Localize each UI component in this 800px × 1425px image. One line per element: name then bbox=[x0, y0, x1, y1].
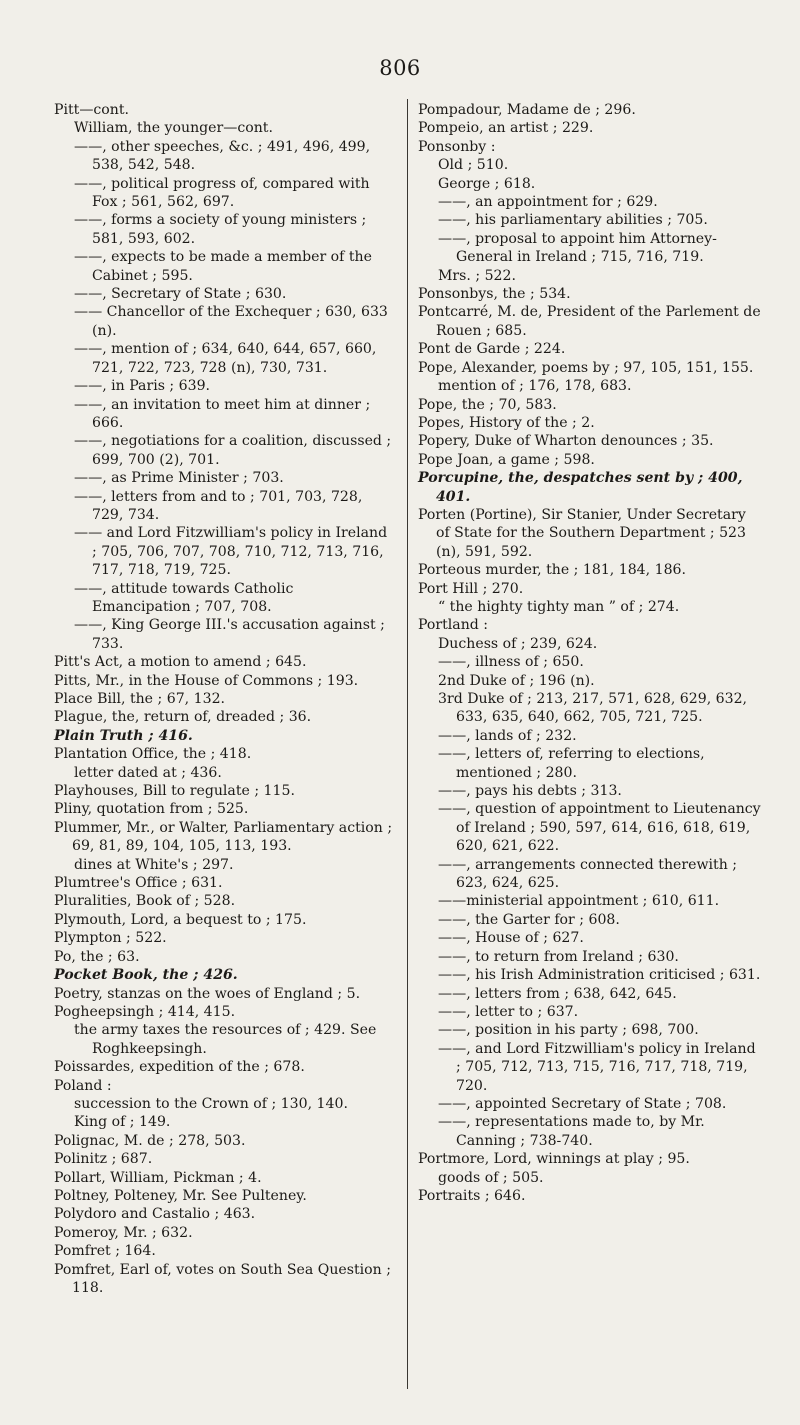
index-entry: dines at White's ; 297. bbox=[74, 856, 234, 873]
index-entry: Pitts, Mr., in the House of Commons ; 193. bbox=[54, 672, 359, 689]
index-entry: Pocket Book, the ; 426. bbox=[54, 967, 238, 984]
index-entry: Old ; 510. bbox=[438, 157, 509, 174]
index-entry: Plain Truth ; 416. bbox=[54, 727, 193, 744]
index-entry: succession to the Crown of ; 130, 140. bbox=[74, 1095, 348, 1112]
index-entry: Portmore, Lord, winnings at play ; 95. bbox=[418, 1151, 690, 1168]
index-entry: ——, attitude towards Catholic Emancipation ; 707, 708. bbox=[74, 580, 294, 615]
index-entry: Popes, History of the ; 2. bbox=[418, 414, 595, 431]
index-entry: Plague, the, return of, dreaded ; 36. bbox=[54, 709, 312, 726]
index-entry: 2nd Duke of ; 196 (n). bbox=[438, 672, 595, 689]
index-entry: ——, King George III.'s accusation against ; 733. bbox=[74, 617, 385, 652]
index-entry: Pomfret ; 164. bbox=[54, 1243, 156, 1260]
index-entry: Pogheepsingh ; 414, 415. bbox=[54, 1003, 236, 1020]
index-entry: ——, an invitation to meet him at dinner ; 666. bbox=[74, 396, 371, 431]
index-entry: ——, pays his debts ; 313. bbox=[438, 783, 622, 800]
index-entry: Plantation Office, the ; 418. bbox=[54, 746, 252, 763]
index-entry: ——, to return from Ireland ; 630. bbox=[438, 948, 679, 965]
index-entry: ——, negotiations for a coalition, discussed ; 699, 700 (2), 701. bbox=[74, 433, 392, 468]
page-number: 806 bbox=[379, 56, 421, 80]
index-entry: ——, letter to ; 637. bbox=[438, 1003, 579, 1020]
index-entry: Pomeroy, Mr. ; 632. bbox=[54, 1224, 193, 1241]
index-entry: Plympton ; 522. bbox=[54, 930, 167, 947]
index-entry: ——, position in his party ; 698, 700. bbox=[438, 1022, 699, 1039]
index-entry: Place Bill, the ; 67, 132. bbox=[54, 691, 226, 707]
index-entry: the army taxes the resources of ; 429. See Roghkeepsingh. bbox=[74, 1022, 377, 1057]
index-entry: Poetry, stanzas on the woes of England ; 5. bbox=[54, 985, 361, 1002]
index-entry: William, the younger—cont. bbox=[74, 120, 273, 137]
index-entry: goods of ; 505. bbox=[438, 1169, 544, 1186]
index-entry: Polinitz ; 687. bbox=[54, 1151, 153, 1168]
index-entry: ——, expects to be made a member of the Cabinet ; 595. bbox=[74, 249, 372, 284]
index-entry: George ; 618. bbox=[438, 175, 536, 192]
index-entry: ——, and Lord Fitzwilliam's policy in Ireland ; 705, 712, 713, 715, 716, 717, 718, 719, 720. bbox=[438, 1040, 756, 1094]
index-entry: ——, lands of ; 232. bbox=[438, 727, 577, 744]
index-entry: ——, appointed Secretary of State ; 708. bbox=[438, 1095, 727, 1112]
index-entry: King of ; 149. bbox=[74, 1114, 171, 1131]
index-entry: Pontcarré, M. de, President of the Parlement de Rouen ; 685. bbox=[418, 304, 761, 339]
index-entry: ——ministerial appointment ; 610, 611. bbox=[438, 893, 720, 910]
index-column-left bbox=[54, 101, 394, 1297]
index-entry: Pollart, William, Pickman ; 4. bbox=[54, 1169, 262, 1186]
index-entry: —— and Lord Fitzwilliam's policy in Ireland ; 705, 706, 707, 708, 710, 712, 713, 716, 717, 718, 719, 725. bbox=[74, 525, 388, 579]
index-entry: Pope, Alexander, poems by ; 97, 105, 151, 155. bbox=[418, 359, 754, 376]
index-entry: Pope Joan, a game ; 598. bbox=[418, 451, 595, 468]
index-entry: Ponsonby : bbox=[418, 138, 496, 155]
index-entry: ——, proposal to appoint him Attorney-General in Ireland ; 715, 716, 719. bbox=[438, 230, 717, 266]
index-entry: mention of ; 176, 178, 683. bbox=[438, 378, 632, 395]
index-entry: Pomfret, Earl of, votes on South Sea Question ; 118. bbox=[54, 1261, 391, 1296]
index-entry: Popery, Duke of Wharton denounces ; 35. bbox=[418, 433, 714, 450]
index-entry: Pluralities, Book of ; 528. bbox=[54, 893, 236, 910]
index-entry: Poissardes, expedition of the ; 678. bbox=[54, 1059, 305, 1076]
index-entry: Plummer, Mr., or Walter, Parliamentary action ; 69, 81, 89, 104, 105, 113, 193. bbox=[54, 819, 393, 855]
index-entry: Pope, the ; 70, 583. bbox=[418, 396, 557, 413]
index-entry: 3rd Duke of ; 213, 217, 571, 628, 629, 632, 633, 635, 640, 662, 705, 721, 725. bbox=[438, 691, 748, 726]
index-entry: Poltney, Polteney, Mr. See Pulteney. bbox=[54, 1187, 307, 1204]
index-entry: ——, an appointment for ; 629. bbox=[438, 194, 658, 211]
index-entry: Polydoro and Castalio ; 463. bbox=[54, 1206, 256, 1223]
index-entry: Plumtree's Office ; 631. bbox=[54, 875, 223, 892]
index-entry: Duchess of ; 239, 624. bbox=[438, 635, 598, 652]
index-entry: ——, arrangements connected therewith ; 623, 624, 625. bbox=[438, 856, 737, 892]
index-entry: Plymouth, Lord, a bequest to ; 175. bbox=[54, 911, 307, 928]
index-entry: ——, illness of ; 650. bbox=[438, 654, 584, 671]
index-entry: ——, letters from and to ; 701, 703, 728, 729, 734. bbox=[74, 488, 363, 523]
index-entry: Porcupine, the, despatches sent by ; 400, 401. bbox=[418, 470, 743, 505]
index-entry: ——, letters of, referring to elections, mentioned ; 280. bbox=[438, 746, 705, 781]
index-entry: Ponsonbys, the ; 534. bbox=[418, 286, 571, 303]
column-divider bbox=[407, 99, 408, 1389]
index-entry: ——, political progress of, compared with Fox ; 561, 562, 697. bbox=[74, 175, 370, 211]
index-entry: Porten (Portine), Sir Stanier, Under Secretary of State for the Southern Department ; 523 (n), 591, 592. bbox=[418, 506, 746, 560]
index-entry: Porteous murder, the ; 181, 184, 186. bbox=[418, 562, 686, 579]
index-entry: ——, letters from ; 638, 642, 645. bbox=[438, 985, 677, 1002]
index-entry: ——, mention of ; 634, 640, 644, 657, 660, 721, 722, 723, 728 (n), 730, 731. bbox=[74, 341, 377, 376]
index-entry: Poland : bbox=[54, 1077, 112, 1094]
index-entry: ——, his Irish Administration criticised ; 631. bbox=[438, 967, 761, 984]
index-entry: Pitt's Act, a motion to amend ; 645. bbox=[54, 654, 307, 671]
index-entry: Po, the ; 63. bbox=[54, 948, 140, 965]
index-entry: Mrs. ; 522. bbox=[438, 267, 516, 284]
index-entry: ——, the Garter for ; 608. bbox=[438, 911, 620, 928]
index-entry: Pompeio, an artist ; 229. bbox=[418, 120, 594, 137]
index-column-right bbox=[418, 101, 763, 1205]
index-entry: Portraits ; 646. bbox=[418, 1187, 526, 1204]
index-entry: ——, Secretary of State ; 630. bbox=[74, 286, 287, 303]
index-entry: Portland : bbox=[418, 617, 489, 634]
index-entry: Pont de Garde ; 224. bbox=[418, 341, 566, 358]
index-entry: letter dated at ; 436. bbox=[74, 764, 222, 781]
index-entry: ——, in Paris ; 639. bbox=[74, 378, 211, 395]
index-entry: Polignac, M. de ; 278, 503. bbox=[54, 1132, 246, 1149]
index-entry: ——, other speeches, &c. ; 491, 496, 499, 538, 542, 548. bbox=[74, 138, 371, 174]
index-entry: ——, forms a society of young ministers ; 581, 593, 602. bbox=[74, 212, 367, 247]
index-entry: ——, House of ; 627. bbox=[438, 930, 584, 947]
index-entry: Pliny, quotation from ; 525. bbox=[54, 801, 249, 818]
index-entry: Playhouses, Bill to regulate ; 115. bbox=[54, 783, 295, 800]
index-entry: Pompadour, Madame de ; 296. bbox=[418, 102, 636, 118]
index-entry: ——, as Prime Minister ; 703. bbox=[74, 470, 284, 487]
index-entry: Port Hill ; 270. bbox=[418, 580, 524, 597]
index-entry: ——, representations made to, by Mr. Canning ; 738-740. bbox=[438, 1114, 705, 1149]
index-entry: Pitt—cont. bbox=[54, 102, 130, 118]
index-entry: —— Chancellor of the Exchequer ; 630, 633 (n). bbox=[74, 304, 388, 339]
index-entry: “ the highty tighty man ” of ; 274. bbox=[438, 598, 680, 615]
index-entry: ——, question of appointment to Lieutenancy of Ireland ; 590, 597, 614, 616, 618, 619, 620, 621, 622. bbox=[438, 801, 761, 855]
index-entry: ——, his parliamentary abilities ; 705. bbox=[438, 212, 708, 229]
